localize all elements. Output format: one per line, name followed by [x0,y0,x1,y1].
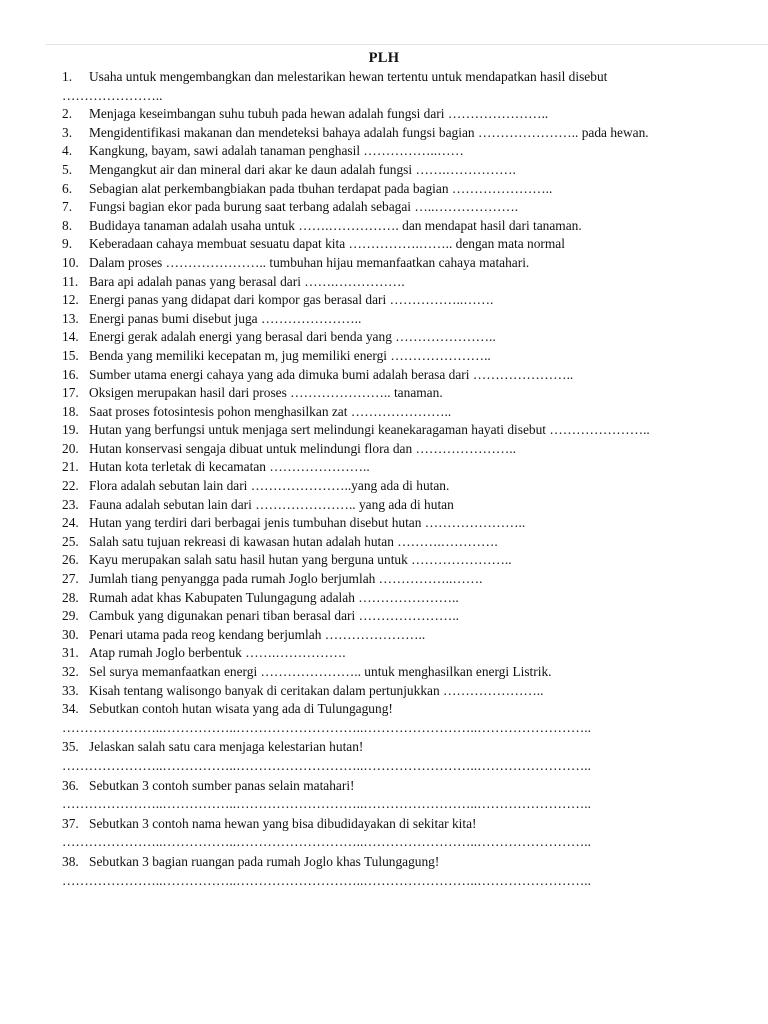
question-number: 2. [62,106,73,122]
question-text: Benda yang memiliki kecepatan m, jug memiliki energi ………………….. [89,347,491,363]
question-row [62,570,766,589]
question-row [62,477,766,496]
question-row [62,589,766,608]
question-text: Hutan yang terdiri dari berbagai jenis tumbuhan disebut hutan ………………….. [89,515,526,531]
question-text: Mengangkut air dan mineral dari akar ke daun adalah fungsi …….……………. [89,161,516,177]
question-number: 7. [62,199,73,215]
question-row [62,853,766,872]
question-row [62,777,766,796]
question-number: 14. [62,329,79,345]
question-item [62,198,766,217]
question-text: Kayu merupakan salah satu hasil hutan yang berguna untuk ………………….. [89,552,512,568]
question-text: Salah satu tujuan rekreasi di kawasan hutan adalah hutan ……….…………. [89,533,498,549]
question-item [62,384,766,403]
question-text: Oksigen merupakan hasil dari proses ………………….. tanaman. [89,385,443,401]
question-number: 26. [62,552,79,568]
answer-blank-line[interactable]: ………………….. [62,87,163,103]
question-row [62,198,766,217]
question-row [62,254,766,273]
question-number: 11. [62,273,79,289]
question-item [62,589,766,608]
question-text: Usaha untuk mengembangkan dan melestarikan hewan tertentu untuk mendapatkan hasil disebut [89,69,608,84]
question-number: 30. [62,626,79,642]
question-row [62,217,766,236]
question-row [62,161,766,180]
question-row [62,626,766,645]
question-text: Keberadaan cahaya membuat sesuatu dapat kita …………….…….. dengan mata normal [89,236,565,252]
question-text: Bara api adalah panas yang berasal dari …….……………. [89,273,405,289]
question-row [62,644,766,663]
question-row [62,105,766,124]
question-row [62,663,766,682]
question-row [62,514,766,533]
question-item [62,235,766,254]
question-item [62,496,766,515]
question-text: Sumber utama energi cahaya yang ada dimuka bumi adalah berasa dari ………………….. [89,366,574,382]
question-item [62,700,766,737]
question-number: 37. [62,815,79,831]
question-number: 4. [62,143,73,159]
question-text: Menjaga keseimbangan suhu tubuh pada hewan adalah fungsi dari ………………….. [89,106,549,122]
question-item [62,328,766,347]
answer-blank-line[interactable]: …………………..……………..………………………..……………………..…………………….. [62,872,591,888]
question-text: Mengidentifikasi makanan dan mendeteksi bahaya adalah fungsi bagian ………………….. pada hewan. [89,124,649,140]
question-item [62,607,766,626]
question-item [62,682,766,701]
question-item [62,533,766,552]
question-row [62,815,766,834]
question-row [62,142,766,161]
question-number: 25. [62,533,79,549]
question-text: Atap rumah Joglo berbentuk …….……………. [89,645,346,661]
question-number: 20. [62,440,79,456]
question-text: Fauna adalah sebutan lain dari ………………….. yang ada di hutan [89,496,454,512]
question-number: 34. [62,701,79,717]
question-item [62,161,766,180]
question-item [62,124,766,143]
question-number: 32. [62,664,79,679]
question-number: 35. [62,739,79,755]
question-number: 18. [62,403,79,419]
page-title: PLH [368,50,400,66]
question-row [62,328,766,347]
question-text: Hutan konservasi sengaja dibuat untuk melindungi flora dan ………………….. [89,440,516,456]
question-text: Flora adalah sebutan lain dari …………………..yang ada di hutan. [89,478,450,494]
question-item [62,644,766,663]
question-row [62,440,766,459]
question-row [62,551,766,570]
question-row [62,310,766,329]
question-item [62,347,766,366]
question-row [62,366,766,385]
question-text: Penari utama pada reog kendang berjumlah ………………….. [89,626,426,642]
question-item [62,815,766,852]
question-row [62,738,766,757]
question-row [62,403,766,422]
question-row [62,700,766,719]
question-text: Cambuk yang digunakan penari tiban berasal dari ………………….. [89,608,460,624]
top-divider [46,44,768,45]
question-text: Dalam proses ………………….. tumbuhan hijau memanfaatkan cahaya matahari. [89,254,530,270]
question-text: Hutan yang berfungsi untuk menjaga sert melindungi keanekaragaman hayati disebut ………………….. [89,422,650,438]
question-number: 33. [62,682,79,698]
question-item [62,663,766,682]
question-item [62,421,766,440]
question-text: Sebutkan 3 bagian ruangan pada rumah Joglo khas Tulungagung! [89,853,440,869]
question-number: 1. [62,69,73,84]
question-row [62,235,766,254]
question-row [62,607,766,626]
question-number: 19. [62,422,79,438]
question-number: 13. [62,310,79,326]
question-number: 29. [62,608,79,624]
question-item [62,68,766,105]
question-row [62,384,766,403]
question-number: 16. [62,366,79,382]
question-item [62,570,766,589]
question-text: Sebutkan 3 contoh nama hewan yang bisa dibudidayakan di sekitar kita! [89,815,477,831]
question-number: 24. [62,515,79,531]
question-number: 3. [62,124,73,140]
question-row [62,533,766,552]
question-number: 8. [62,217,73,233]
question-number: 21. [62,459,79,475]
question-number: 31. [62,645,79,661]
question-text: Jelaskan salah satu cara menjaga kelestarian hutan! [89,739,364,755]
question-number: 23. [62,496,79,512]
question-number: 27. [62,571,79,587]
answer-blank-line[interactable]: …………………..……………..………………………..……………………..…………………….. [62,719,591,735]
question-row [62,496,766,515]
question-text: Hutan kota terletak di kecamatan ………………….. [89,459,370,475]
question-row [62,291,766,310]
question-text: Sebutkan 3 contoh sumber panas selain matahari! [89,777,355,793]
question-text: Sebutkan contoh hutan wisata yang ada di Tulungagung! [89,701,393,717]
question-number: 10. [62,254,79,270]
question-item [62,514,766,533]
question-item [62,366,766,385]
question-item [62,254,766,273]
question-number: 22. [62,478,79,494]
question-item [62,738,766,775]
question-item [62,853,766,890]
question-number: 12. [62,292,79,308]
question-text: Kisah tentang walisongo banyak di ceritakan dalam pertunjukkan ………………….. [89,682,544,698]
question-text: Kangkung, bayam, sawi adalah tanaman penghasil ……………..…… [89,143,464,159]
question-item [62,458,766,477]
question-row [62,68,766,87]
question-text: Sel surya memanfaatkan energi ………………….. untuk menghasilkan energi Listrik. [89,664,552,679]
question-number: 17. [62,385,79,401]
question-row [62,458,766,477]
question-item [62,105,766,124]
question-text: Jumlah tiang penyangga pada rumah Joglo berjumlah ……………..……. [89,571,483,587]
question-item [62,291,766,310]
question-text: Saat proses fotosintesis pohon menghasilkan zat ………………….. [89,403,452,419]
question-text: Sebagian alat perkembangbiakan pada tbuhan terdapat pada bagian ………………….. [89,180,553,196]
question-text: Fungsi bagian ekor pada burung saat terbang adalah sebagai …..………………. [89,199,519,215]
question-row [62,347,766,366]
question-item [62,217,766,236]
question-row [62,180,766,199]
question-row [62,421,766,440]
question-number: 9. [62,236,73,252]
answer-blank-line[interactable]: …………………..……………..………………………..……………………..…………………….. [62,757,591,773]
question-number: 38. [62,853,79,869]
answer-blank-line[interactable]: …………………..……………..………………………..……………………..…………………….. [62,834,591,850]
question-item [62,777,766,814]
question-number: 5. [62,161,73,177]
question-number: 15. [62,347,79,363]
question-number: 28. [62,589,79,605]
question-item [62,440,766,459]
question-number: 6. [62,180,73,196]
question-text: Rumah adat khas Kabupaten Tulungagung adalah ………………….. [89,589,459,605]
question-item [62,180,766,199]
question-row [62,273,766,292]
answer-blank-line[interactable]: …………………..……………..………………………..……………………..…………………….. [62,796,591,812]
question-text: Energi panas yang didapat dari kompor gas berasal dari ……………..……. [89,292,494,308]
question-text: Energi gerak adalah energi yang berasal dari benda yang ………………….. [89,329,496,345]
question-number: 36. [62,777,79,793]
question-list [62,68,766,891]
question-item [62,551,766,570]
question-item [62,142,766,161]
question-item [62,477,766,496]
question-item [62,626,766,645]
question-item [62,310,766,329]
question-row [62,682,766,701]
question-text: Energi panas bumi disebut juga ………………….. [89,310,362,326]
question-text: Budidaya tanaman adalah usaha untuk …….……………. dan mendapat hasil dari tanaman. [89,217,582,233]
question-item [62,273,766,292]
question-row [62,124,766,143]
question-item [62,403,766,422]
